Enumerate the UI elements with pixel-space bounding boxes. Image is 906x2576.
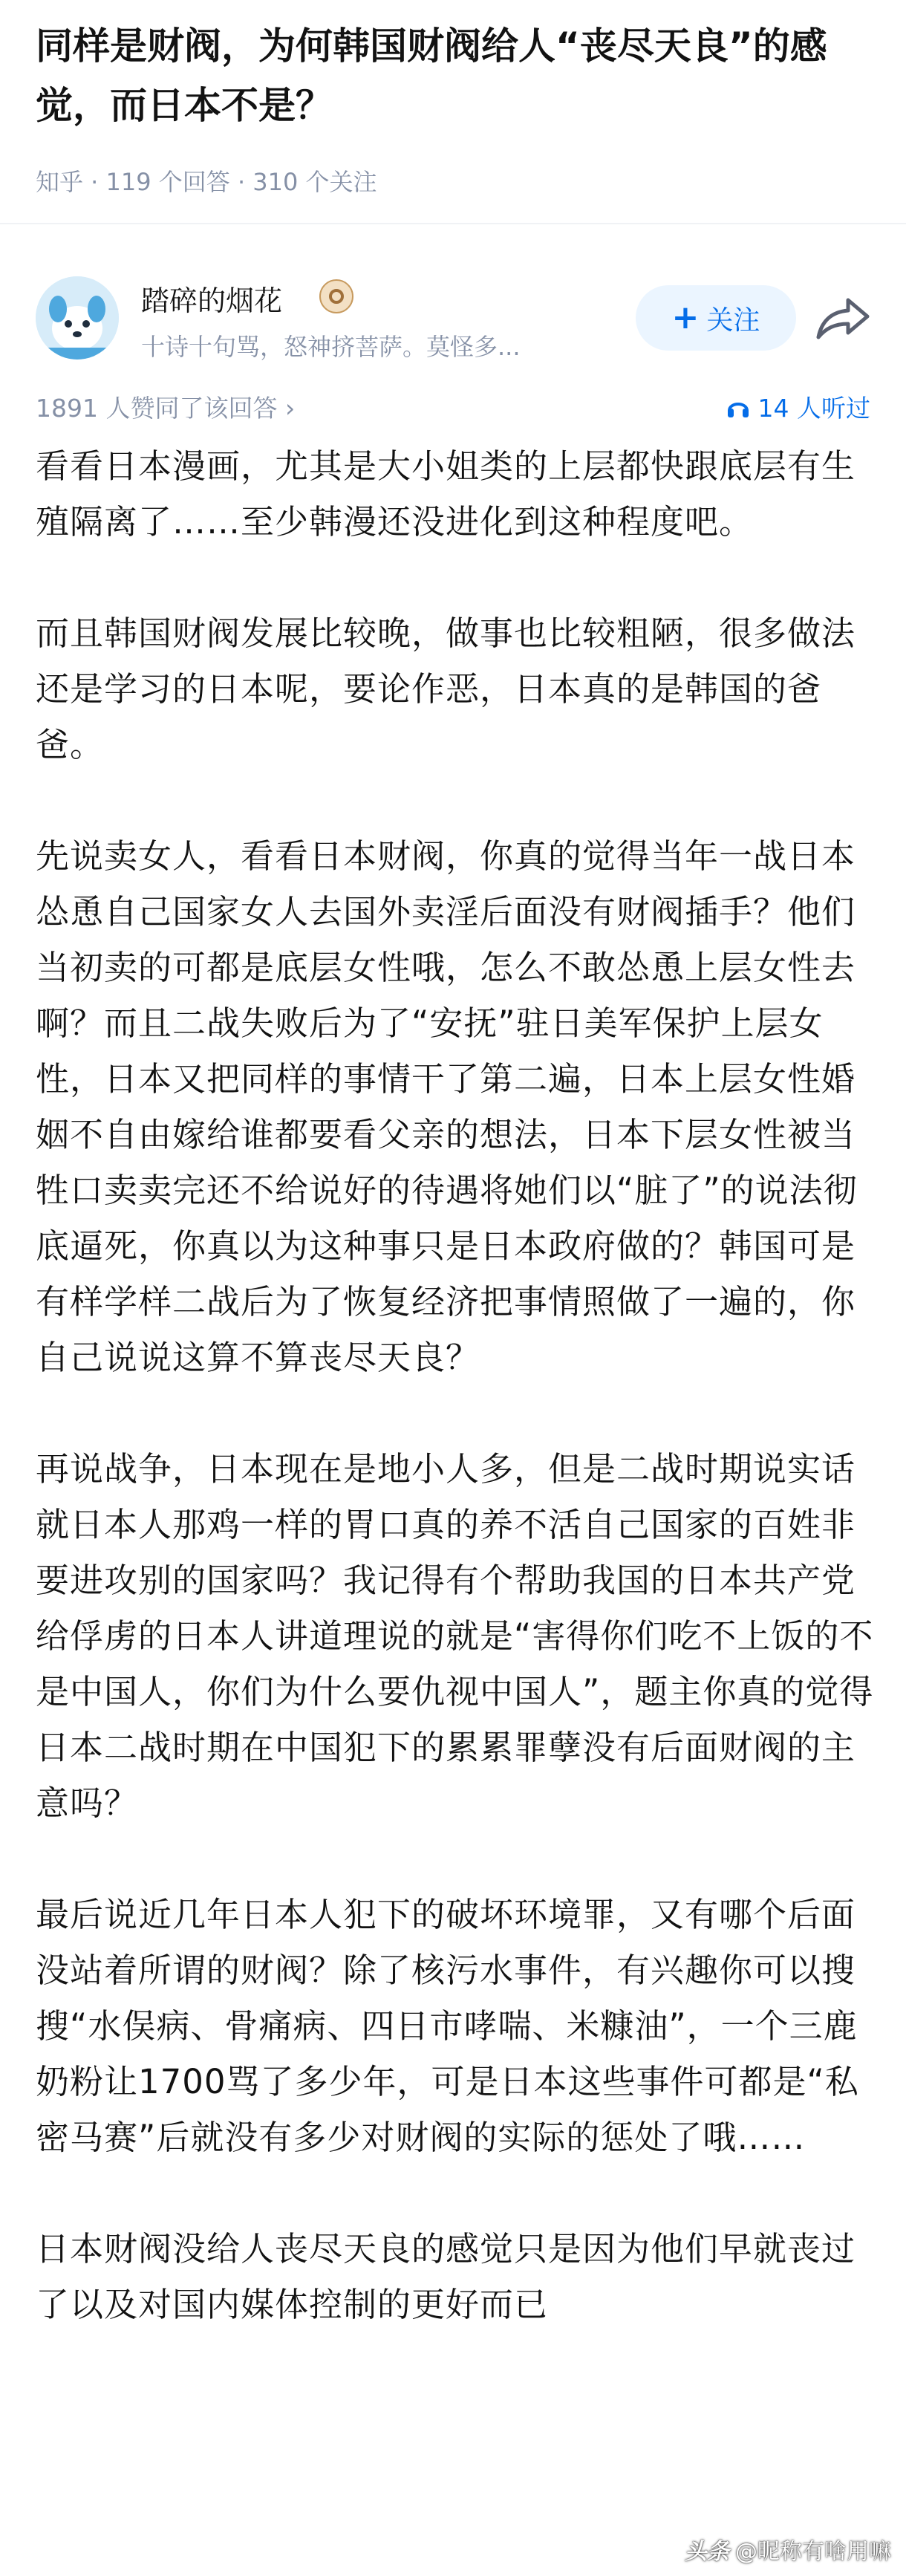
dog-avatar-icon — [36, 276, 119, 360]
answer-paragraph: 日本财阀没给人丧尽天良的感觉只是因为他们早就丧过了以及对国内媒体控制的更好而已 — [36, 2229, 856, 2324]
donut-badge-icon[interactable] — [319, 279, 353, 313]
divider — [0, 223, 906, 224]
plus-icon: + — [671, 299, 700, 336]
follow-button[interactable] — [636, 285, 796, 351]
watermark — [685, 2533, 891, 2566]
answer-body — [36, 438, 875, 2332]
author-bio: 十诗十句骂，怒神挤菩萨。莫怪多... — [141, 333, 521, 361]
watermark-handle: @昵称有啥用嘛 — [735, 2539, 891, 2565]
answer-paragraph: 最后说近几年日本人犯下的破坏环境罪，又有哪个后面没站着所谓的财阀？除了核污水事件，有兴趣你可以搜搜“水俣病、骨痛病、四日市哮喘、米糠油”，一个三鹿奶粉让1700骂了多少年，可是日本这些事件可都是“私密马赛”后就没有多少对财阀的实际的惩处了哦…… — [36, 1895, 859, 2157]
question-title[interactable]: 同样是财阀，为何韩国财阀给人“丧尽天良”的感觉，而日本不是？ — [36, 25, 827, 127]
listen-count-label: 14 人听过 — [757, 394, 870, 423]
share-icon[interactable] — [814, 294, 873, 342]
follow-button-label: 关注 — [706, 305, 760, 336]
answer-paragraph: 再说战争，日本现在是地小人多，但是二战时期说实话就日本人那鸡一样的胃口真的养不活自己国家的百姓非要进攻别的国家吗？我记得有个帮助我国的日本共产党给俘虏的日本人讲道理说的就是“害得你们吃不上饭的不是中国人，你们为什么要仇视中国人”，题主你真的觉得日本二战时期在中国犯下的累累罪孽没有后面财阀的主意吗？ — [36, 1449, 874, 1823]
answer-paragraph: 看看日本漫画，尤其是大小姐类的上层都快跟底层有生殖隔离了……至少韩漫还没进化到这种程度吧。 — [36, 446, 856, 541]
answer-paragraph: 先说卖女人，看看日本财阀，你真的觉得当年一战日本怂恿自己国家女人去国外卖淫后面没有财阀插手？他们当初卖的可都是底层女性哦，怎么不敢怂恿上层女性去啊？而且二战失败后为了“安抚”驻日美军保护上层女性，日本又把同样的事情干了第二遍，日本上层女性婚姻不自由嫁给谁都要看父亲的想法，日本下层女性被当牲口卖卖完还不给说好的待遇将她们以“脏了”的说法彻底逼死，你真以为这种事只是日本政府做的？韩国可是有样学样二战后为了恢复经济把事情照做了一遍的，你自己说说这算不算丧尽天良？ — [36, 836, 858, 1377]
answer-paragraph: 而且韩国财阀发展比较晚，做事也比较粗陋，很多做法还是学习的日本呢，要论作恶，日本真的是韩国的爸爸。 — [36, 614, 856, 764]
vote-count[interactable]: 1891 人赞同了该回答 › — [36, 394, 296, 423]
watermark-logo: 头条 — [685, 2539, 729, 2565]
author-name[interactable]: 踏碎的烟花 — [141, 284, 283, 317]
headphone-icon — [726, 394, 751, 420]
author-avatar[interactable] — [36, 276, 119, 360]
listen-count[interactable] — [726, 389, 870, 424]
question-meta[interactable]: 知乎 · 119 个回答 · 310 个关注 — [36, 168, 377, 196]
